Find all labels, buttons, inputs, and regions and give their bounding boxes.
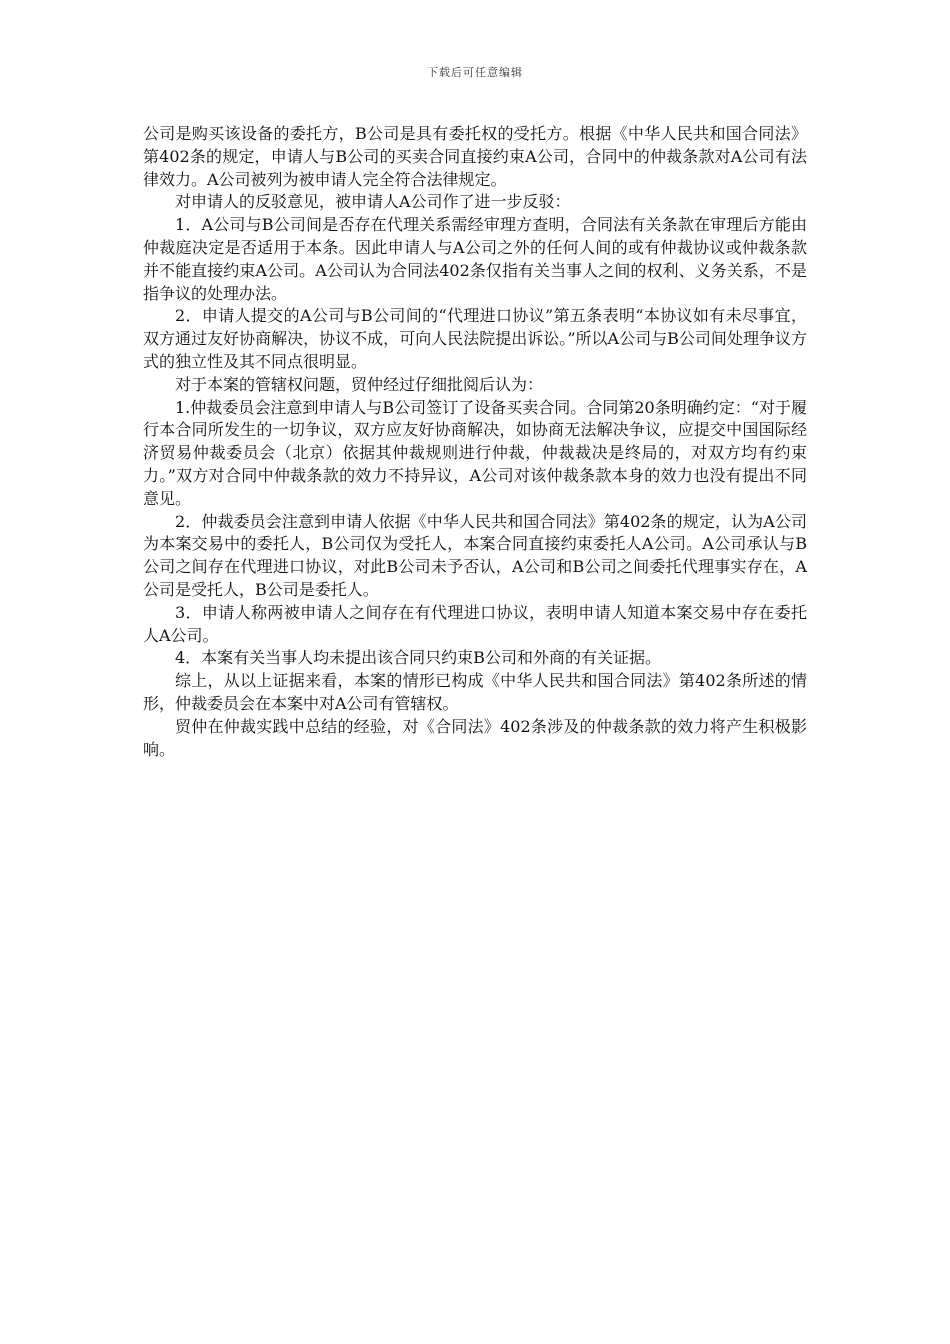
- paragraph-finding-3: 3．申请人称两被申请人之间存在有代理进口协议，表明申请人知道本案交易中存在委托人A公司。: [143, 602, 807, 645]
- paragraph-jurisdiction-intro: 对于本案的管辖权问题，贸仲经过仔细批阅后认为：: [175, 374, 544, 394]
- paragraph-rebuttal-intro: 对申请人的反驳意见，被申请人A公司作了进一步反驳：: [175, 192, 571, 212]
- paragraph-conclusion: 综上，从以上证据来看，本案的情形已构成《中华人民共和国合同法》第402条所述的情形，仲裁委员会在本案中对A公司有管辖权。: [143, 671, 807, 713]
- page-header: 下载后可任意编辑: [427, 66, 523, 79]
- paragraph-finding-2: 2．仲裁委员会注意到申请人依据《中华人民共和国合同法》第402条的规定，认为A公司为本案交易中的委托人，B公司仅为受托人，本案合同直接约束委托人A公司。A公司承认与B公司之间存在代理进口协议，对此B公司未予否认，A公司和B公司之间委托代理事实存在，A公司是受托人，B公司是委托人。: [143, 511, 807, 599]
- paragraph-finding-1: 1.仲裁委员会注意到申请人与B公司签订了设备买卖合同。合同第20条明确约定：“对于履行本合同所发生的一切争议，双方应友好协商解决，如协商无法解决争议，应提交中国国际经济贸易仲裁委员会（北京）依据其仲裁规则进行仲裁，仲裁裁决是终局的，对双方均有约束力。”双方对合同中仲裁条款的效力不持异议，A公司对该仲裁条款本身的效力也没有提出不同意见。: [143, 397, 807, 508]
- paragraph-rebuttal-1: 1．A公司与B公司间是否存在代理关系需经审理方查明，合同法有关条款在审理后方能由仲裁庭决定是否适用于本条。因此申请人与A公司之外的任何人间的或有仲裁协议或仲裁条款并不能直接约束A公司。A公司认为合同法402条仅指有关当事人之间的权利、义务关系，不是指争议的处理办法。: [143, 215, 807, 303]
- paragraph-finding-4: 4．本案有关当事人均未提出该合同只约束B公司和外商的有关证据。: [175, 648, 661, 668]
- paragraph-closing: 贸仲在仲裁实践中总结的经验，对《合同法》402条涉及的仲裁条款的效力将产生积极影响。: [143, 716, 807, 759]
- document-body: [143, 123, 807, 761]
- paragraph-rebuttal-2: 2．申请人提交的A公司与B公司间的“代理进口协议”第五条表明“本协议如有未尽事宜，双方通过友好协商解决，协议不成，可向人民法院提出诉讼。”所以A公司与B公司间处理争议方式的独立性及其不同点很明显。: [143, 306, 807, 371]
- paragraph-continuation: 公司是购买该设备的委托方，B公司是具有委托权的受托方。根据《中华人民共和国合同法》第402条的规定，申请人与B公司的买卖合同直接约束A公司，合同中的仲裁条款对A公司有法律效力。A公司被列为被申请人完全符合法律规定。: [143, 124, 807, 189]
